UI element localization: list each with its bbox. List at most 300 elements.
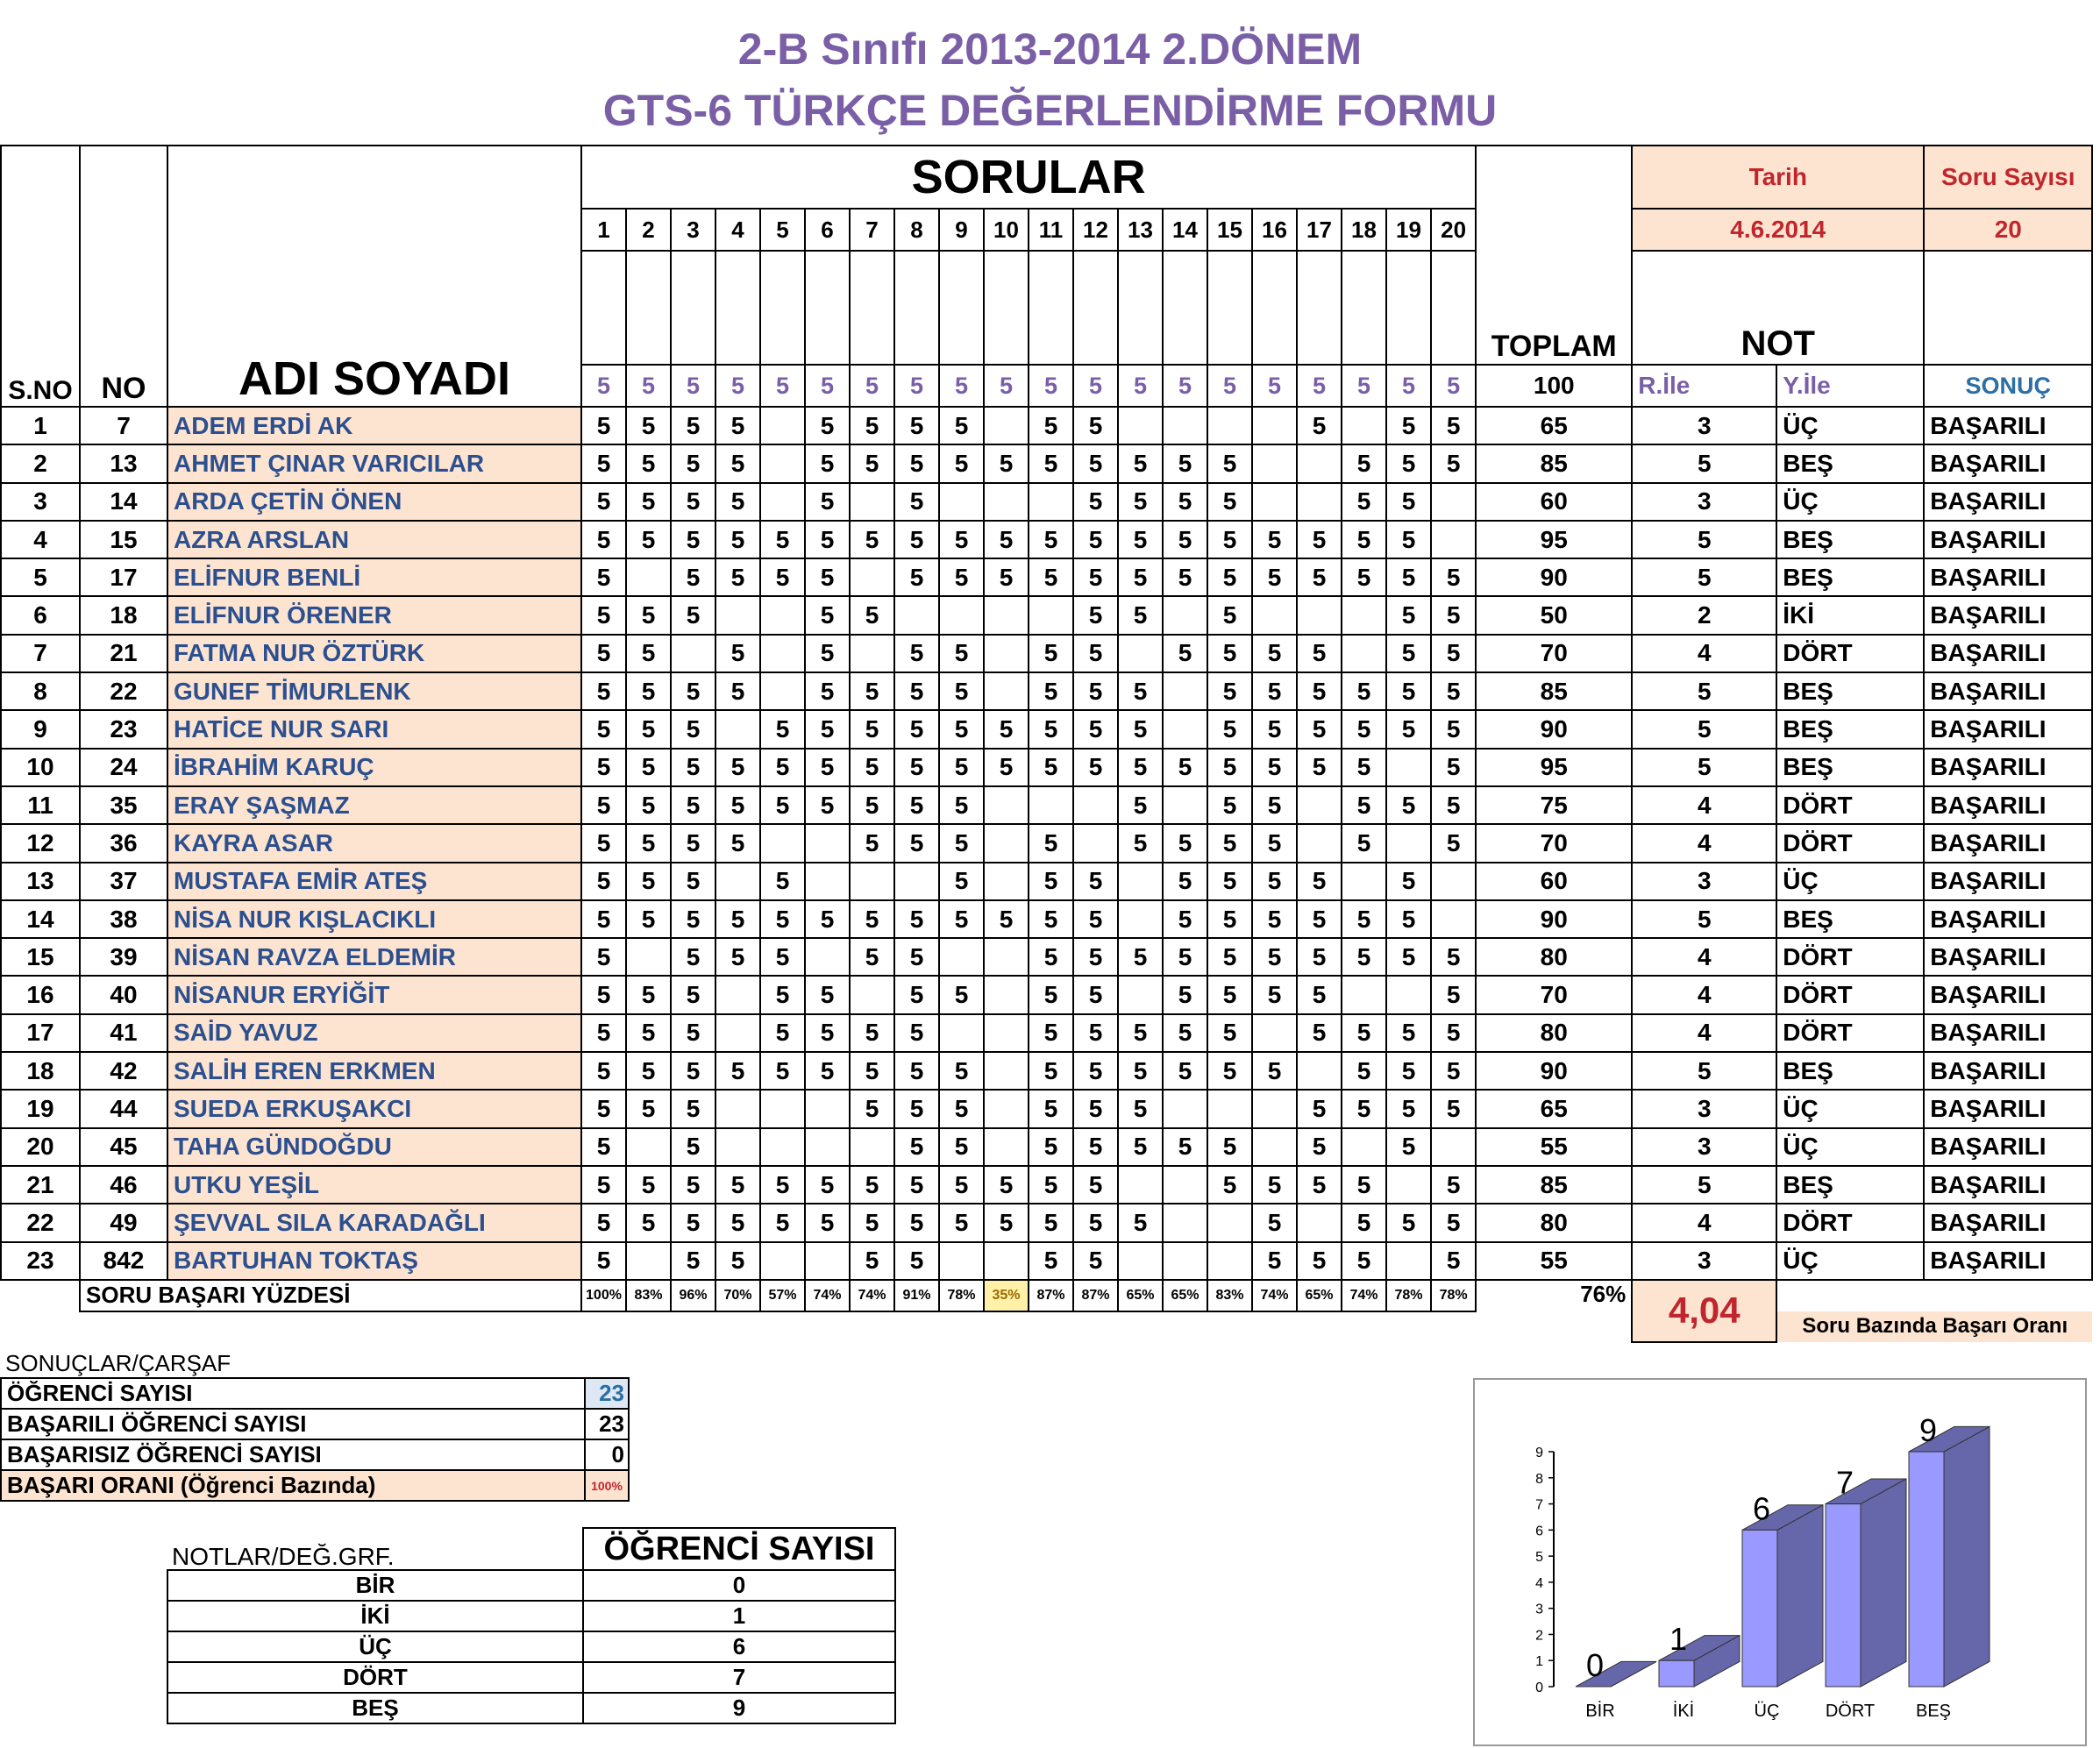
student-sno: 11 [1, 786, 80, 824]
student-grade-number: 3 [1632, 863, 1776, 900]
student-name: BARTUHAN TOKTAŞ [167, 1242, 581, 1280]
answer-cell [1342, 863, 1386, 900]
success-rate-caption: Soru Bazında Başarı Oranı [1776, 1311, 2092, 1342]
answer-cell: 5 [1252, 1052, 1297, 1090]
answer-cell: 5 [581, 558, 626, 596]
answer-cell: 5 [715, 483, 760, 521]
student-row [1, 558, 2092, 596]
answer-cell: 5 [715, 786, 760, 824]
question-success-percent: 74% [805, 1280, 850, 1311]
answer-cell: 5 [1118, 483, 1163, 521]
answer-cell: 5 [850, 521, 894, 558]
answer-cell: 5 [1252, 976, 1297, 1013]
answer-cell: 5 [1431, 635, 1476, 672]
answer-cell: 5 [894, 786, 939, 824]
answer-cell: 5 [715, 444, 760, 482]
student-name: HATİCE NUR SARI [167, 710, 581, 748]
answer-cell: 5 [581, 1128, 626, 1166]
student-grade-word: BEŞ [1776, 672, 1924, 710]
question-blank-cell [1342, 251, 1386, 365]
student-result: BAŞARILI [1924, 824, 2092, 862]
student-grade-word: BEŞ [1776, 1052, 1924, 1090]
answer-cell: 5 [939, 672, 984, 710]
student-grade-number: 5 [1632, 900, 1776, 938]
summary-label: BAŞARISIZ ÖĞRENCİ SAYISI [1, 1439, 585, 1470]
student-total: 75 [1476, 786, 1632, 824]
student-name: SUEDA ERKUŞAKCI [167, 1090, 581, 1127]
student-result: BAŞARILI [1924, 1052, 2092, 1090]
answer-cell [850, 635, 894, 672]
answer-cell: 5 [1431, 786, 1476, 824]
question-success-percent: 100% [581, 1280, 626, 1311]
answer-cell: 5 [1073, 407, 1118, 444]
answer-cell: 5 [1163, 1052, 1207, 1090]
answer-cell: 5 [894, 635, 939, 672]
answer-cell [626, 938, 671, 976]
question-number: 17 [1297, 209, 1342, 251]
answer-cell [1163, 1090, 1207, 1127]
chart-y-tick-label: 6 [1535, 1524, 1543, 1539]
answer-cell: 5 [850, 938, 894, 976]
answer-cell: 5 [1297, 635, 1342, 672]
answer-cell [1163, 1242, 1207, 1280]
answer-cell: 5 [671, 1242, 715, 1280]
answer-cell [1163, 710, 1207, 748]
answer-cell: 5 [939, 1204, 984, 1241]
answer-cell: 5 [760, 863, 805, 900]
question-number: 18 [1342, 209, 1386, 251]
header-sorular: SORULAR [581, 146, 1476, 209]
answer-cell: 5 [1431, 976, 1476, 1013]
student-total: 65 [1476, 407, 1632, 444]
answer-cell [1252, 1014, 1297, 1052]
answer-cell [760, 407, 805, 444]
answer-cell [1297, 444, 1342, 482]
answer-cell [805, 863, 850, 900]
answer-cell [760, 483, 805, 521]
answer-cell: 5 [1431, 1242, 1476, 1280]
answer-cell: 5 [939, 635, 984, 672]
answer-cell: 5 [1297, 407, 1342, 444]
answer-cell: 5 [1297, 1166, 1342, 1204]
student-grade-word: BEŞ [1776, 444, 1924, 482]
student-grade-word: DÖRT [1776, 786, 1924, 824]
student-row [1, 444, 2092, 482]
answer-cell: 5 [581, 863, 626, 900]
answer-cell: 5 [1118, 1052, 1163, 1090]
question-number: 11 [1029, 209, 1073, 251]
question-number: 4 [715, 209, 760, 251]
student-sno: 14 [1, 900, 80, 938]
student-no: 42 [80, 1052, 167, 1090]
student-result: BAŞARILI [1924, 521, 2092, 558]
page-title-line2: GTS-6 TÜRKÇE DEĞERLENDİRME FORMU [602, 86, 1498, 135]
answer-cell: 5 [1118, 444, 1163, 482]
student-grade-word: ÜÇ [1776, 407, 1924, 444]
answer-cell: 5 [805, 1014, 850, 1052]
chart-y-tick-label: 4 [1535, 1575, 1543, 1591]
answer-cell: 5 [1073, 863, 1118, 900]
answer-cell [850, 1128, 894, 1166]
answer-cell: 5 [1207, 824, 1252, 862]
chart-x-tick-label: İKİ [1672, 1702, 1695, 1721]
student-no: 17 [80, 558, 167, 596]
answer-cell: 5 [1386, 672, 1431, 710]
answer-cell: 5 [1431, 596, 1476, 634]
answer-cell: 5 [760, 786, 805, 824]
answer-cell: 5 [1163, 900, 1207, 938]
grade-chart [1473, 1378, 2087, 1746]
student-row [1, 596, 2092, 634]
summary-row [1, 1439, 629, 1470]
summary-label: ÖĞRENCİ SAYISI [1, 1378, 585, 1409]
answer-cell: 5 [1207, 976, 1252, 1013]
student-name: MUSTAFA EMİR ATEŞ [167, 863, 581, 900]
answer-cell: 5 [626, 1090, 671, 1127]
answer-cell [1342, 635, 1386, 672]
answer-cell: 5 [1252, 672, 1297, 710]
answer-cell: 5 [1342, 483, 1386, 521]
student-name: ARDA ÇETİN ÖNEN [167, 483, 581, 521]
student-total: 70 [1476, 976, 1632, 1013]
answer-cell: 5 [984, 749, 1029, 786]
answer-cell [1118, 1242, 1163, 1280]
header-sonuc: SONUÇ [1924, 365, 2092, 407]
answer-cell: 5 [581, 596, 626, 634]
answer-cell: 5 [1163, 483, 1207, 521]
question-blank-cell [1252, 251, 1297, 365]
student-no: 41 [80, 1014, 167, 1052]
answer-cell: 5 [1297, 1128, 1342, 1166]
answer-cell: 5 [1029, 672, 1073, 710]
student-grade-word: DÖRT [1776, 938, 1924, 976]
student-total: 90 [1476, 1052, 1632, 1090]
student-row [1, 976, 2092, 1013]
question-blank-cell [1163, 251, 1207, 365]
answer-cell [850, 976, 894, 1013]
answer-cell [1118, 976, 1163, 1013]
answer-cell: 5 [850, 749, 894, 786]
question-number: 9 [939, 209, 984, 251]
answer-cell: 5 [1163, 1014, 1207, 1052]
answer-cell: 5 [1029, 938, 1073, 976]
header-tarih-value: 4.6.2014 [1632, 209, 1924, 251]
answer-cell: 5 [1297, 710, 1342, 748]
answer-cell [984, 938, 1029, 976]
answer-cell: 5 [671, 976, 715, 1013]
student-sno: 20 [1, 1128, 80, 1166]
question-blank-cell [1118, 251, 1163, 365]
question-number: 6 [805, 209, 850, 251]
student-sno: 16 [1, 976, 80, 1013]
answer-cell: 5 [715, 1204, 760, 1241]
answer-cell: 5 [1073, 444, 1118, 482]
student-result: BAŞARILI [1924, 596, 2092, 634]
answer-cell [1431, 1128, 1476, 1166]
answer-cell [1073, 786, 1118, 824]
answer-cell: 5 [850, 672, 894, 710]
answer-cell: 5 [1073, 1128, 1118, 1166]
answer-cell: 5 [1297, 976, 1342, 1013]
footer-empty-cell [1, 1280, 80, 1311]
answer-cell: 5 [626, 786, 671, 824]
answer-cell [1297, 1204, 1342, 1241]
answer-cell [805, 1128, 850, 1166]
answer-cell: 5 [1386, 938, 1431, 976]
answer-cell: 5 [1163, 824, 1207, 862]
answer-cell: 5 [1386, 444, 1431, 482]
question-success-percent: 74% [850, 1280, 894, 1311]
answer-cell: 5 [626, 749, 671, 786]
question-success-percent: 78% [939, 1280, 984, 1311]
answer-cell: 5 [1029, 710, 1073, 748]
answer-cell: 5 [1118, 521, 1163, 558]
answer-cell: 5 [581, 1052, 626, 1090]
answer-cell: 5 [581, 1166, 626, 1204]
question-success-percent: 74% [1342, 1280, 1386, 1311]
answer-cell: 5 [894, 521, 939, 558]
student-result: BAŞARILI [1924, 407, 2092, 444]
answer-cell: 5 [581, 976, 626, 1013]
answer-cell: 5 [1163, 938, 1207, 976]
answer-cell: 5 [939, 786, 984, 824]
answer-cell: 5 [1342, 1052, 1386, 1090]
answer-cell: 5 [939, 521, 984, 558]
grade-row [167, 1570, 895, 1601]
student-total: 55 [1476, 1128, 1632, 1166]
answer-cell: 5 [581, 786, 626, 824]
answer-cell [1342, 1128, 1386, 1166]
answer-cell: 5 [1207, 444, 1252, 482]
student-no: 21 [80, 635, 167, 672]
question-number: 20 [1431, 209, 1476, 251]
question-success-percent: 35% [984, 1280, 1029, 1311]
answer-cell: 5 [894, 1166, 939, 1204]
answer-cell: 5 [1342, 786, 1386, 824]
answer-cell: 5 [1252, 863, 1297, 900]
answer-cell: 5 [894, 1242, 939, 1280]
answer-cell: 5 [671, 521, 715, 558]
answer-cell: 5 [671, 863, 715, 900]
answer-cell: 5 [1386, 1090, 1431, 1127]
student-row [1, 786, 2092, 824]
answer-cell: 5 [1342, 710, 1386, 748]
question-number: 8 [894, 209, 939, 251]
question-success-percent: 74% [1252, 1280, 1297, 1311]
answer-cell [760, 635, 805, 672]
question-blank-cell [626, 251, 671, 365]
answer-cell [1252, 483, 1297, 521]
summary-caption: SONUÇLAR/ÇARŞAF [5, 1350, 231, 1376]
student-grade-word: ÜÇ [1776, 1242, 1924, 1280]
answer-cell: 5 [760, 521, 805, 558]
student-grade-number: 5 [1632, 521, 1776, 558]
answer-cell: 5 [1342, 521, 1386, 558]
answer-cell: 5 [1073, 749, 1118, 786]
student-no: 45 [80, 1128, 167, 1166]
student-row [1, 1242, 2092, 1280]
answer-cell: 5 [760, 1014, 805, 1052]
student-result: BAŞARILI [1924, 1242, 2092, 1280]
answer-cell: 5 [1386, 863, 1431, 900]
answer-cell [984, 1014, 1029, 1052]
student-row [1, 521, 2092, 558]
student-result: BAŞARILI [1924, 710, 2092, 748]
answer-cell [671, 635, 715, 672]
question-blank-cell [1431, 251, 1476, 365]
answer-cell: 5 [581, 635, 626, 672]
answer-cell: 5 [1118, 749, 1163, 786]
student-total: 80 [1476, 1014, 1632, 1052]
question-success-percent: 57% [760, 1280, 805, 1311]
answer-cell [805, 824, 850, 862]
footer-empty-cell [1776, 1280, 2092, 1311]
student-grade-number: 4 [1632, 824, 1776, 862]
student-name: SALİH EREN ERKMEN [167, 1052, 581, 1090]
answer-cell: 5 [626, 521, 671, 558]
answer-cell [1118, 635, 1163, 672]
summary-label: BAŞARILI ÖĞRENCİ SAYISI [1, 1409, 585, 1439]
answer-cell: 5 [805, 672, 850, 710]
answer-cell: 5 [1029, 558, 1073, 596]
answer-cell: 5 [1431, 710, 1476, 748]
question-points: 5 [939, 365, 984, 407]
answer-cell: 5 [805, 786, 850, 824]
answer-cell: 5 [1386, 1052, 1431, 1090]
answer-cell: 5 [894, 1204, 939, 1241]
footer-second-row [1, 1311, 2092, 1342]
answer-cell [1386, 824, 1431, 862]
answer-cell: 5 [760, 749, 805, 786]
student-grade-word: BEŞ [1776, 1166, 1924, 1204]
answer-cell: 5 [1431, 1052, 1476, 1090]
student-no: 842 [80, 1242, 167, 1280]
answer-cell: 5 [1073, 976, 1118, 1013]
chart-y-tick-label: 3 [1535, 1602, 1543, 1617]
question-blank-cell [760, 251, 805, 365]
student-name: UTKU YEŞİL [167, 1166, 581, 1204]
student-sno: 9 [1, 710, 80, 748]
answer-cell [760, 824, 805, 862]
student-name: ELİFNUR ÖRENER [167, 596, 581, 634]
answer-cell: 5 [1073, 635, 1118, 672]
answer-cell [1297, 1052, 1342, 1090]
answer-cell [1252, 1128, 1297, 1166]
question-number: 1 [581, 209, 626, 251]
answer-cell: 5 [1073, 1014, 1118, 1052]
question-blank-cell [1029, 251, 1073, 365]
answer-cell: 5 [850, 1090, 894, 1127]
student-no: 36 [80, 824, 167, 862]
answer-cell: 5 [671, 1128, 715, 1166]
answer-cell: 5 [1342, 1014, 1386, 1052]
answer-cell [1252, 1090, 1297, 1127]
student-sno: 7 [1, 635, 80, 672]
grade-label: DÖRT [167, 1662, 583, 1693]
summary-row [1, 1470, 629, 1501]
answer-cell [984, 1090, 1029, 1127]
question-points: 5 [671, 365, 715, 407]
answer-cell [850, 558, 894, 596]
answer-cell: 5 [671, 596, 715, 634]
student-grade-number: 3 [1632, 1128, 1776, 1166]
answer-cell: 5 [1431, 1090, 1476, 1127]
answer-cell: 5 [1029, 1166, 1073, 1204]
student-result: BAŞARILI [1924, 1166, 2092, 1204]
answer-cell: 5 [1207, 635, 1252, 672]
student-grade-number: 5 [1632, 1052, 1776, 1090]
success-percent-label: SORU BAŞARI YÜZDESİ [80, 1280, 581, 1311]
student-grade-word: DÖRT [1776, 824, 1924, 862]
chart-bar-side [1861, 1479, 1906, 1687]
answer-cell: 5 [581, 900, 626, 938]
answer-cell: 5 [1207, 863, 1252, 900]
answer-cell [1207, 1204, 1252, 1241]
student-no: 46 [80, 1166, 167, 1204]
question-number: 7 [850, 209, 894, 251]
student-total: 95 [1476, 521, 1632, 558]
answer-cell: 5 [581, 672, 626, 710]
answer-cell: 5 [850, 444, 894, 482]
answer-cell: 5 [894, 558, 939, 596]
answer-cell: 5 [805, 521, 850, 558]
chart-bar [1659, 1660, 1694, 1687]
student-grade-number: 3 [1632, 483, 1776, 521]
chart-bar [1826, 1504, 1861, 1687]
answer-cell [984, 1128, 1029, 1166]
student-total: 65 [1476, 1090, 1632, 1127]
student-no: 15 [80, 521, 167, 558]
student-total: 60 [1476, 483, 1632, 521]
answer-cell: 5 [1252, 749, 1297, 786]
answer-cell: 5 [1386, 558, 1431, 596]
answer-cell: 5 [850, 824, 894, 862]
answer-cell: 5 [626, 444, 671, 482]
answer-cell: 5 [581, 710, 626, 748]
chart-bar-side [1944, 1426, 1990, 1687]
chart-data-label: 9 [1919, 1412, 1938, 1448]
answer-cell: 5 [1431, 938, 1476, 976]
answer-cell [760, 1090, 805, 1127]
answer-cell: 5 [894, 749, 939, 786]
student-sno: 21 [1, 1166, 80, 1204]
answer-cell [1163, 786, 1207, 824]
summary-label: BAŞARI ORANI (Öğrenci Bazında) [1, 1470, 585, 1501]
student-grade-number: 5 [1632, 444, 1776, 482]
answer-cell: 5 [805, 749, 850, 786]
answer-cell: 5 [1431, 558, 1476, 596]
answer-cell: 5 [1029, 521, 1073, 558]
answer-cell: 5 [939, 1052, 984, 1090]
student-no: 14 [80, 483, 167, 521]
answer-cell: 5 [1029, 1128, 1073, 1166]
answer-cell: 5 [760, 710, 805, 748]
answer-cell: 5 [626, 863, 671, 900]
student-total: 50 [1476, 596, 1632, 634]
answer-cell: 5 [1386, 1014, 1431, 1052]
student-row [1, 1052, 2092, 1090]
grade-row [167, 1693, 895, 1723]
grade-label: BEŞ [167, 1693, 583, 1723]
answer-cell: 5 [715, 900, 760, 938]
answer-cell: 5 [715, 938, 760, 976]
student-total: 80 [1476, 938, 1632, 976]
answer-cell: 5 [715, 407, 760, 444]
student-grade-word: DÖRT [1776, 1204, 1924, 1241]
answer-cell: 5 [850, 900, 894, 938]
answer-cell: 5 [1118, 938, 1163, 976]
answer-cell: 5 [1073, 483, 1118, 521]
